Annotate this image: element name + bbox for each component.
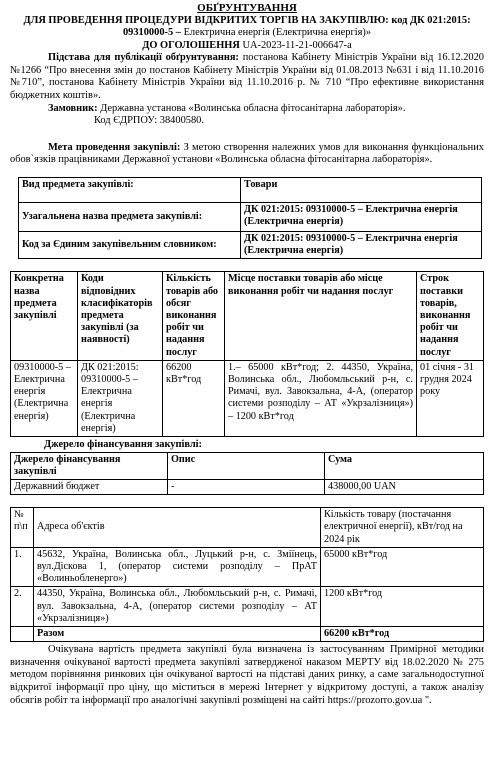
table-row [11,480,484,495]
table-row [11,360,484,436]
customer-paragraph [10,103,484,116]
cell-delivery-place: 1.– 65000 кВт*год; 2. 44350, Україна, Волинська обл., Любомльський р-н, с. Римачі, вул. Завокзальна, 4-А, (оператор системи розподілу – АТ «Укрзалізниця») – 1200 кВт*год [225,360,417,436]
cell-number: 2. [11,587,34,627]
cell-codes: ДК 021:2015: 09310000-5 – Електрична енергія (Електрична енергія) [78,360,163,436]
table-row [19,231,482,258]
edrpou-line: Код ЄДРПОУ: 38400580. [94,115,204,127]
cell-address: 44350, Україна, Волинська обл., Любомльський р-н, с. Римачі, вул. Завокзальна, 4-А, (оператор системи розподілу – АТ «Укрзалізниця») [34,587,321,627]
goal-label: Мета проведення закупівлі: [48,141,181,153]
cell-number: 1. [11,547,34,587]
table-row [19,177,482,202]
total-value: 66200 кВт*год [321,627,484,642]
table-header-row [11,452,484,479]
subject-code-value: ДК 021:2015: 09310000-5 – Електрична енергія (Електрична енергія) [241,231,482,258]
subtitle-line-1: ДЛЯ ПРОВЕДЕННЯ ПРОЦЕДУРИ ВІДКРИТИХ ТОРГІВ НА ЗАКУПІВЛЮ: код ДК 021:2015: 09310000-5 – [23,15,471,39]
column-header-codes: Коди відповідних класифікаторів предмета закупівлі (за наявності) [78,272,163,360]
column-header-number: № п\п [11,508,34,548]
cell-quantity: 66200 кВт*год [163,360,225,436]
goal-paragraph [10,142,484,167]
table-header-row [11,272,484,360]
customer-text: Державна установа «Волинська обласна фітосанітарна лабораторія». [97,102,406,114]
procurement-details-table [10,271,484,437]
column-header-delivery-term: Строк поставки товарів, виконання робіт чи надання послуг [417,272,484,360]
column-header-funding-source: Джерело фінансування закупівлі [11,452,168,479]
customer-label: Замовник: [48,102,98,114]
cell-address: 45632, Україна, Волинська обл., Луцький р-н, с. Зміїнець, вул.Діскова 1, (оператор системи розподілу – ПрАТ «Волиньобленерго») [34,547,321,587]
subject-name-label: Узагальнена назва предмета закупівлі: [19,202,241,231]
cell-quantity: 1200 кВт*год [321,587,484,627]
goal-text: З метою створення належних умов для виконання функціональних обов`язків працівниками Державної установи «Волинська обласна фітосанітарна лабораторія». [10,141,484,166]
subject-type-label: Вид предмета закупівлі: [19,177,241,202]
column-header-description: Опис [168,452,325,479]
cell-funding-source: Державний бюджет [11,480,168,495]
cell-delivery-term: 01 січня - 31 грудня 2024 року [417,360,484,436]
objects-table [10,507,484,642]
subject-table [18,177,482,259]
subtitle-announcement-id: UA-2023-11-21-006647-a [239,39,352,51]
column-header-quantity: Кількість товару (постачання електричної енергії), кВт/год на 2024 рік [321,508,484,548]
column-header-item-name: Конкретна назва предмета закупівлі [11,272,78,360]
subject-name-value: ДК 021:2015: 09310000-5 – Електрична енергія (Електрична енергія) [241,202,482,231]
cell-item-name: 09310000-5 – Електрична енергія (Електрична енергія) [11,360,78,436]
cell-quantity: 65000 кВт*год [321,547,484,587]
table-row [11,547,484,587]
basis-paragraph [10,52,484,102]
basis-label: Підстава для публікації обґрунтування: [48,52,239,64]
subtitle-announcement-label: ДО ОГОЛОШЕННЯ [142,39,240,51]
table-row [11,587,484,627]
basis-text: постанова Кабінету Міністрів України від 16.12.2020 №1266 “Про внесення змін до постанов Кабінету Міністрів України від 01.08.2013 №631 і від 11.10.2016 №710”, постанова Кабінету Міністрів України від 11.10.2016 р. № 710 “Про ефективне використання бюджетних коштів». [10,52,484,101]
table-row [19,202,482,231]
document-title: ОБҐРУНТУВАННЯ [197,2,297,14]
column-header-quantity: Кількість товарів або обсяг виконання робіт чи надання послуг [163,272,225,360]
total-label: Разом [34,627,321,642]
document-subtitle [10,15,484,52]
column-header-amount: Сума [325,452,484,479]
table-header-row [11,508,484,548]
funding-caption: Джерело фінансування закупівлі: [44,439,203,451]
cell-empty [11,627,34,642]
column-header-address: Адреса об'єктів [34,508,321,548]
estimate-paragraph: Очікувана вартість предмета закупівлі була визначена із застосуванням Примірної методики визначення очікуваної вартості предмета закупівлі затвердженої наказом МЕРТУ від 18.02.2020 № 275 методом порівняння ринкових цін очікуваної вартості на підставі даних ринку, а саме загальнодоступної відкритої інформації про ціну, що міститься в мережі Інтернет у відкритому доступі, а також аналізу обсягів робіт та інформації про аналогічні закупівлі розміщені на сайті https://prozorro.gov.ua ". [10,644,484,706]
subject-code-label: Код за Єдиним закупівельним словником: [19,231,241,258]
cell-description: - [168,480,325,495]
subtitle-item: Електрична енергія (Електрична енергія)» [180,27,372,39]
cell-amount: 438000,00 UAN [325,480,484,495]
subject-type-value: Товари [241,177,482,202]
column-header-delivery-place: Місце поставки товарів або місце виконання робіт чи надання послуг [225,272,417,360]
table-total-row [11,627,484,642]
funding-table [10,452,484,496]
